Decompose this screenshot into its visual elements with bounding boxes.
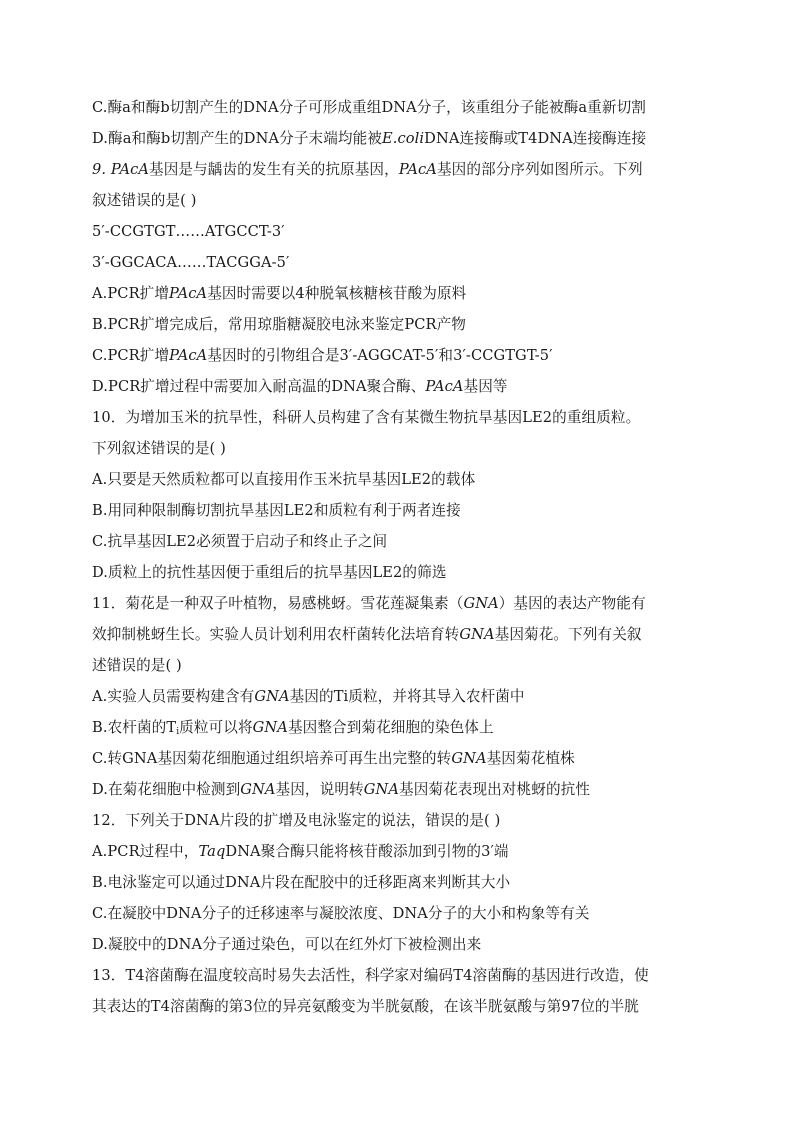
q10-option-d: D.质粒上的抗性基因便于重组后的抗旱基因LE2的筛选 — [92, 564, 447, 581]
q10-option-a: A.只要是天然质粒都可以直接用作玉米抗旱基因LE2的载体 — [92, 471, 476, 488]
q10-option-b: B.用同种限制酶切割抗旱基因LE2和质粒有利于两者连接 — [92, 502, 461, 519]
q9-option-c: C.PCR扩增PAcA基因时的引物组合是3′-AGGCAT-5′和3′-CCGTGT-5′ — [92, 347, 553, 364]
q11-option-a: A.实验人员需要构建含有GNA基因的Ti质粒，并将其导入农杆菌中 — [92, 688, 525, 705]
q9-sequence-top: 5′-CCGTGT……ATGCCT-3′ — [92, 223, 285, 240]
q13-stem: 13．T4溶菌酶在温度较高时易失去活性，科学家对编码T4溶菌酶的基因进行改造，使 — [92, 967, 649, 984]
q10-stem: 10．为增加玉米的抗旱性，科研人员构建了含有某微生物抗旱基因LE2的重组质粒。 — [92, 409, 641, 426]
q12-option-c: C.在凝胶中DNA分子的迁移速率与凝胶浓度、DNA分子的大小和构象等有关 — [92, 905, 590, 922]
q8-option-d: D.酶a和酶b切割产生的DNA分子末端均能被E.coliDNA连接酶或T4DNA连接酶连接 — [92, 130, 647, 147]
exam-page — [92, 92, 712, 1022]
q9-stem: 9. PAcA基因是与龋齿的发生有关的抗原基因，PAcA基因的部分序列如图所示。下列 — [92, 161, 643, 178]
q10-option-c: C.抗旱基因LE2必须置于启动子和终止子之间 — [92, 533, 388, 550]
q12-option-d: D.凝胶中的DNA分子通过染色，可以在红外灯下被检测出来 — [92, 936, 482, 953]
q9-option-b: B.PCR扩增完成后，常用琼脂糖凝胶电泳来鉴定PCR产物 — [92, 316, 466, 333]
q12-stem: 12．下列关于DNA片段的扩增及电泳鉴定的说法，错误的是( ) — [92, 812, 501, 829]
q11-option-d: D.在菊花细胞中检测到GNA基因，说明转GNA基因菊花表现出对桃蚜的抗性 — [92, 781, 591, 798]
q11-option-b: B.农杆菌的$T_i$质粒可以将GNA基因整合到菊花细胞的染色体上 — [92, 719, 494, 737]
q9-sequence-bottom: 3′-GGCACA……TACGGA-5′ — [92, 254, 290, 271]
q9-option-d: D.PCR扩增过程中需要加入耐高温的DNA聚合酶、PAcA基因等 — [92, 378, 508, 395]
q9-option-a: A.PCR扩增PAcA基因时需要以4种脱氧核糖核苷酸为原料 — [92, 285, 467, 302]
q11-stem: 11．菊花是一种双子叶植物，易感桃蚜。雪花莲凝集素（GNA）基因的表达产物能有 — [92, 595, 646, 612]
q11-stem-cont: 效抑制桃蚜生长。实验人员计划利用农杆菌转化法培育转GNA基因菊花。下列有关叙 — [92, 626, 642, 643]
q10-stem-cont: 下列叙述错误的是( ) — [92, 440, 226, 457]
q12-option-b: B.电泳鉴定可以通过DNA片段在配胶中的迁移距离来判断其大小 — [92, 874, 511, 891]
q11-option-c: C.转GNA基因菊花细胞通过组织培养可再生出完整的转GNA基因菊花植株 — [92, 750, 575, 767]
q13-stem-cont: 其表达的T4溶菌酶的第3位的异亮氨酸变为半胱氨酸，在该半胱氨酸与第97位的半胱 — [92, 998, 639, 1015]
q11-stem-end: 述错误的是( ) — [92, 657, 182, 674]
q12-option-a: A.PCR过程中，TaqDNA聚合酶只能将核苷酸添加到引物的3′端 — [92, 843, 509, 860]
q9-stem-cont: 叙述错误的是( ) — [92, 192, 197, 209]
q8-option-c: C.酶a和酶b切割产生的DNA分子可形成重组DNA分子，该重组分子能被酶a重新切割 — [92, 99, 646, 116]
